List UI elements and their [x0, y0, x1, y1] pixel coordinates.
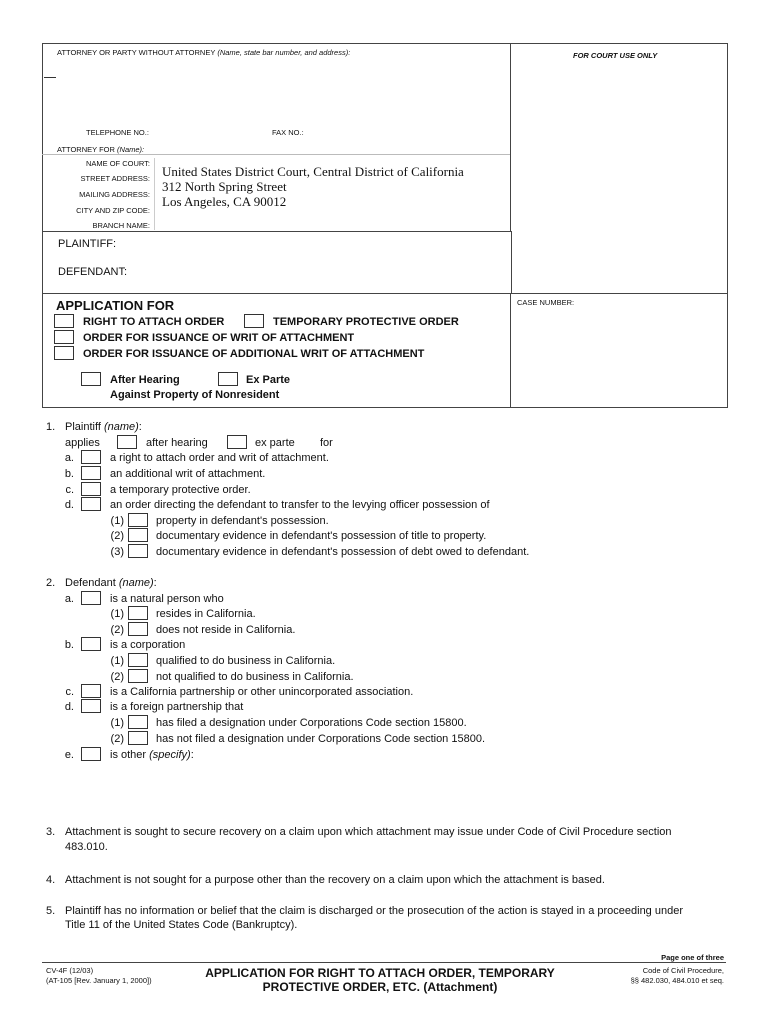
court-street-value[interactable]: 312 North Spring Street: [162, 179, 287, 194]
item2b2-checkbox[interactable]: [128, 669, 148, 683]
defendant-field[interactable]: [128, 264, 498, 278]
item1a-letter: a.: [64, 452, 74, 464]
page-number: Page one of three: [661, 953, 724, 962]
court-name-label: NAME OF COURT:: [85, 159, 150, 168]
item2b-checkbox[interactable]: [81, 637, 101, 651]
item2e-specify-field[interactable]: [200, 747, 700, 797]
item1-after-hearing-label: after hearing: [146, 437, 208, 449]
item2d-checkbox[interactable]: [81, 699, 101, 713]
defendant-name-field[interactable]: [162, 575, 702, 589]
item1d2-text: documentary evidence in defendant's possession of title to property.: [156, 530, 487, 542]
item1-number: 1.: [46, 421, 56, 433]
item2b2-number: (2): [110, 671, 124, 683]
code-line1: Code of Civil Procedure,: [642, 966, 724, 975]
plaintiff-label: PLAINTIFF:: [58, 238, 117, 250]
item2d-text: is a foreign partnership that: [110, 701, 244, 713]
item1d1-text: property in defendant's possession.: [156, 515, 329, 527]
writ-checkbox[interactable]: [54, 330, 74, 344]
form-ref: (AT-105 [Rev. January 1, 2000]): [46, 976, 152, 985]
street-address-label: STREET ADDRESS:: [80, 174, 150, 183]
item2e-checkbox[interactable]: [81, 747, 101, 761]
attorney-for-divider: [42, 154, 510, 155]
tpo-label: TEMPORARY PROTECTIVE ORDER: [273, 316, 459, 328]
court-city-value[interactable]: Los Angeles, CA 90012: [162, 194, 287, 209]
item1d2-checkbox[interactable]: [128, 528, 148, 542]
item1d-checkbox[interactable]: [81, 497, 101, 511]
item1-label: Plaintiff (name):: [65, 421, 142, 433]
item1d3-checkbox[interactable]: [128, 544, 148, 558]
case-number-box: [510, 293, 728, 408]
item5-number: 5.: [46, 905, 56, 917]
item2a2-text: does not reside in California.: [156, 624, 296, 636]
item2-number: 2.: [46, 577, 56, 589]
item2a2-number: (2): [110, 624, 124, 636]
item1d-text: an order directing the defendant to transfer to the levying officer possession of: [110, 499, 490, 511]
item2a2-checkbox[interactable]: [128, 622, 148, 636]
item2c-checkbox[interactable]: [81, 684, 101, 698]
item5-line1: Plaintiff has no information or belief that the claim is discharged or the prosecution of the action is stayed in a proceeding under: [65, 905, 683, 917]
item2e-letter: e.: [64, 749, 74, 761]
plaintiff-name-field[interactable]: [165, 419, 705, 433]
item1-ex-parte-label: ex parte: [255, 437, 295, 449]
attorney-name-field[interactable]: [58, 62, 498, 124]
item1a-text: a right to attach order and writ of attachment.: [110, 452, 329, 464]
item2a-checkbox[interactable]: [81, 591, 101, 605]
form-id: CV-4F (12/03): [46, 966, 94, 975]
plaintiff-field[interactable]: [118, 236, 498, 250]
item2a-text: is a natural person who: [110, 593, 224, 605]
after-hearing-label: After Hearing: [110, 374, 180, 386]
form-title-line2: PROTECTIVE ORDER, ETC. (Attachment): [262, 980, 498, 994]
item1b-text: an additional writ of attachment.: [110, 468, 266, 480]
item3-line1: Attachment is sought to secure recovery on a claim upon which attachment may issue under Code of Civil Procedure section: [65, 826, 672, 838]
branch-name-label: BRANCH NAME:: [92, 221, 150, 230]
item1d2-number: (2): [110, 530, 124, 542]
fax-field[interactable]: [308, 126, 498, 138]
item2a-letter: a.: [64, 593, 74, 605]
mailing-address-label: MAILING ADDRESS:: [79, 190, 150, 199]
item2b1-text: qualified to do business in California.: [156, 655, 336, 667]
tpo-checkbox[interactable]: [244, 314, 264, 328]
additional-writ-checkbox[interactable]: [54, 346, 74, 360]
item2d1-text: has filed a designation under Corporations Code section 15800.: [156, 717, 467, 729]
item2b1-checkbox[interactable]: [128, 653, 148, 667]
item2d2-text: has not filed a designation under Corporations Code section 15800.: [156, 733, 486, 745]
item1a-checkbox[interactable]: [81, 450, 101, 464]
item2b-text: is a corporation: [110, 639, 186, 651]
writ-label: ORDER FOR ISSUANCE OF WRIT OF ATTACHMENT: [83, 332, 355, 344]
item2a1-checkbox[interactable]: [128, 606, 148, 620]
code-line2: §§ 482.030, 484.010 et seq.: [630, 976, 724, 985]
item1-ex-parte-checkbox[interactable]: [227, 435, 247, 449]
item1d-letter: d.: [64, 499, 74, 511]
item1-after-hearing-checkbox[interactable]: [117, 435, 137, 449]
item1c-letter: c.: [65, 484, 74, 496]
additional-writ-label: ORDER FOR ISSUANCE OF ADDITIONAL WRIT OF ATTACHMENT: [83, 348, 425, 360]
item3-line2: 483.010.: [65, 841, 108, 853]
right-to-attach-checkbox[interactable]: [54, 314, 74, 328]
item2d2-number: (2): [110, 733, 124, 745]
item1c-text: a temporary protective order.: [110, 484, 251, 496]
ex-parte-checkbox[interactable]: [218, 372, 238, 386]
item2c-letter: c.: [65, 686, 74, 698]
form-title-line1: APPLICATION FOR RIGHT TO ATTACH ORDER, TEMPORARY: [205, 966, 555, 980]
item2e-text: is other (specify):: [110, 749, 194, 761]
court-info-divider: [154, 158, 155, 230]
item1-for-label: for: [320, 437, 333, 449]
ex-parte-label: Ex Parte: [246, 374, 291, 386]
item2a1-number: (1): [110, 608, 124, 620]
telephone-label: TELEPHONE NO.:: [86, 128, 149, 137]
item2b-letter: b.: [64, 639, 74, 651]
court-name-value[interactable]: United States District Court, Central District of California: [162, 164, 464, 179]
right-to-attach-label: RIGHT TO ATTACH ORDER: [83, 316, 225, 328]
attorney-entry-mark: [44, 77, 56, 78]
item2d1-checkbox[interactable]: [128, 715, 148, 729]
attorney-label: ATTORNEY OR PARTY WITHOUT ATTORNEY (Name, state bar number, and address):: [57, 48, 351, 57]
item4-number: 4.: [46, 874, 56, 886]
item2-label: Defendant (name):: [65, 577, 157, 589]
item2b2-text: not qualified to do business in California.: [156, 671, 354, 683]
application-title: APPLICATION FOR: [56, 298, 175, 313]
case-number-field[interactable]: [517, 312, 717, 328]
item1d3-text: documentary evidence in defendant's possession of debt owed to defendant.: [156, 546, 530, 558]
fax-label: FAX NO.:: [272, 128, 304, 137]
case-number-label: CASE NUMBER:: [517, 298, 575, 307]
applies-label: applies: [65, 437, 100, 449]
city-zip-label: CITY AND ZIP CODE:: [76, 206, 150, 215]
defendant-label: DEFENDANT:: [58, 266, 128, 278]
telephone-field[interactable]: [152, 126, 268, 138]
item1b-checkbox[interactable]: [81, 466, 101, 480]
footer-rule: [42, 962, 726, 963]
item1d1-checkbox[interactable]: [128, 513, 148, 527]
after-hearing-checkbox[interactable]: [81, 372, 101, 386]
item1d3-number: (3): [110, 546, 124, 558]
court-use-label: FOR COURT USE ONLY: [573, 51, 658, 60]
item2a1-text: resides in California.: [156, 608, 256, 620]
item2d1-number: (1): [110, 717, 124, 729]
nonresident-label: Against Property of Nonresident: [110, 389, 280, 401]
court-use-box: [510, 43, 728, 295]
attorney-for-label: ATTORNEY FOR (Name):: [57, 145, 145, 154]
item2d-letter: d.: [64, 701, 74, 713]
item1d1-number: (1): [110, 515, 124, 527]
item1c-checkbox[interactable]: [81, 482, 101, 496]
item2c-text: is a California partnership or other unincorporated association.: [110, 686, 414, 698]
item3-number: 3.: [46, 826, 56, 838]
item4-text: Attachment is not sought for a purpose other than the recovery on a claim upon which the attachment is based.: [65, 874, 605, 886]
item1b-letter: b.: [64, 468, 74, 480]
item5-line2: Title 11 of the United States Code (Bankruptcy).: [65, 919, 298, 931]
item2d2-checkbox[interactable]: [128, 731, 148, 745]
item2b1-number: (1): [110, 655, 124, 667]
